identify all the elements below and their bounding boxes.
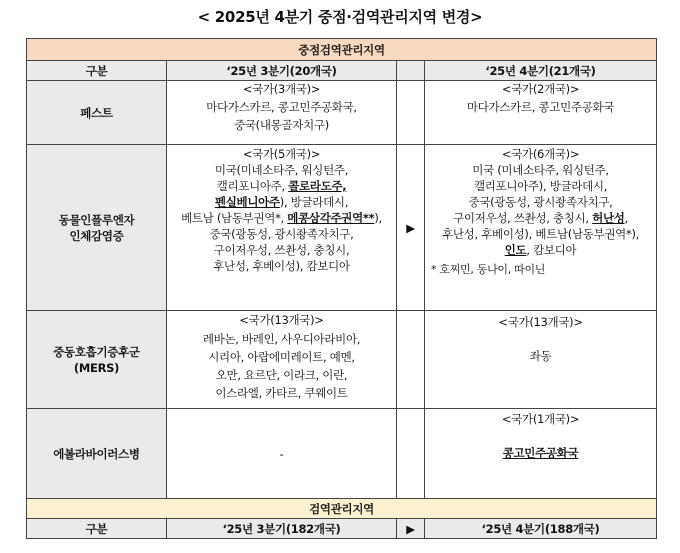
bottom-header-q4: ‘25년 4분기(188개국) <box>425 519 657 539</box>
country-text: 시리아, 아랍에미레이트, 예멘, <box>208 350 355 364</box>
country-text: 이스라엘, 카타르, 쿠웨이트 <box>215 386 348 400</box>
section-header-row <box>27 499 657 519</box>
country-text: 펜실베니아주), 방글라데시, <box>214 195 349 209</box>
country-text: 캘리포니아주), 방글라데시, <box>473 179 608 193</box>
section-header-row <box>27 39 657 61</box>
count-text: <국가(13개국)> <box>498 315 583 329</box>
country-text: 미국 (미네소타주, 워싱턴주, <box>472 163 609 177</box>
table-row-avian-influenza <box>27 145 657 311</box>
country-text: 캘리포니아주, 콜로라도주, <box>216 179 347 193</box>
highlight-congo: 콩고민주공화국 <box>502 446 579 460</box>
header-arrow-blank <box>397 61 425 81</box>
highlight-colorado: 콜로라도주, <box>288 179 347 193</box>
country-text: 미국(미네소타주, 워싱턴주, <box>214 163 349 177</box>
footnote: * 호찌민, 동나이, 따이닌 <box>431 263 546 276</box>
header-q4: ‘25년 4분기(21개국) <box>425 61 657 81</box>
arrow-blank <box>397 311 425 409</box>
column-header-row <box>27 61 657 81</box>
arrow-icon: ▶ <box>397 145 425 311</box>
count-text: <국가(5개국)> <box>242 147 321 161</box>
country-text: 후난성, 후베이성), 캄보디아 <box>213 259 350 273</box>
country-text: 인도, 캄보디아 <box>504 243 577 257</box>
arrow-blank <box>397 81 425 145</box>
arrow-blank <box>397 409 425 499</box>
label-line: 인체감염증 <box>69 228 124 243</box>
section-title-general: 검역관리지역 <box>27 499 657 519</box>
quarantine-table <box>26 38 657 539</box>
arrow-icon: ▶ <box>397 519 425 539</box>
cell-pest-q3 <box>167 81 397 145</box>
count-text: <국가(13개국)> <box>239 313 324 327</box>
count-text: <국가(3개국)> <box>242 82 321 96</box>
label-line: 동물인플루엔자 <box>58 212 135 227</box>
label-line: 중동호흡기증후군 <box>53 344 140 359</box>
count-text: <국가(2개국)> <box>501 82 580 96</box>
highlight-india: 인도 <box>504 243 527 257</box>
section-title-priority: 중점검역관리지역 <box>27 39 657 61</box>
highlight-henan: 허난성 <box>592 211 625 225</box>
row-label-ebola: 에볼라바이러스병 <box>27 409 167 499</box>
row-label-mers <box>27 311 167 409</box>
country-text: 레바논, 바레인, 사우디아라비아, <box>202 332 361 346</box>
table-row-ebola <box>27 409 657 499</box>
country-text: 후난성, 후베이성), 베트남(남동부권역*), <box>442 227 639 241</box>
header-category: 구분 <box>27 61 167 81</box>
bottom-header-q3: ‘25년 3분기(182개국) <box>167 519 397 539</box>
count-text: <국가(6개국)> <box>501 147 580 161</box>
table-row-pest <box>27 81 657 145</box>
count-text: <국가(1개국)> <box>501 412 580 426</box>
cell-pest-q4 <box>425 81 657 145</box>
label-line: (MERS) <box>73 360 120 375</box>
country-text: 베트남 (남동부권역*, 메콩삼각주권역**), <box>181 211 382 225</box>
cell-mers-q4 <box>425 311 657 409</box>
country-text: 마다가스카르, 콩고민주공화국 <box>466 100 615 114</box>
cell-ai-q4 <box>425 145 657 311</box>
cell-ebola-q4 <box>425 409 657 499</box>
cell-mers-q3 <box>167 311 397 409</box>
row-label-pest: 페스트 <box>27 81 167 145</box>
row-label-avian-influenza <box>27 145 167 311</box>
bottom-header-row <box>27 519 657 539</box>
highlight-pennsylvania: 펜실베니아주 <box>214 195 280 209</box>
cell-ebola-q3: - <box>167 409 397 499</box>
table-row-mers <box>27 311 657 409</box>
country-text: 중국(내몽골자치구) <box>234 118 329 132</box>
same-as-left-text: 좌동 <box>529 349 552 363</box>
country-text: 마다가스카르, 콩고민주공화국, <box>206 100 357 114</box>
country-text: 구이저우성, 쓰촨성, 충칭시, 허난성, <box>453 211 628 225</box>
country-text: 구이저우성, 쓰촨성, 충칭시, <box>213 243 350 257</box>
bottom-header-category: 구분 <box>27 519 167 539</box>
country-text: 중국(광동성, 광시좡족자치구, <box>209 227 354 241</box>
page-title: < 2025년 4분기 중점·검역관리지역 변경> <box>197 8 483 26</box>
cell-ai-q3 <box>167 145 397 311</box>
highlight-mekong: 메콩삼각주권역** <box>287 211 375 225</box>
header-q3: ‘25년 3분기(20개국) <box>167 61 397 81</box>
country-text: 중국(광동성, 광시좡족자치구, <box>468 195 613 209</box>
country-text: 오만, 요르단, 이라크, 이란, <box>215 368 348 382</box>
